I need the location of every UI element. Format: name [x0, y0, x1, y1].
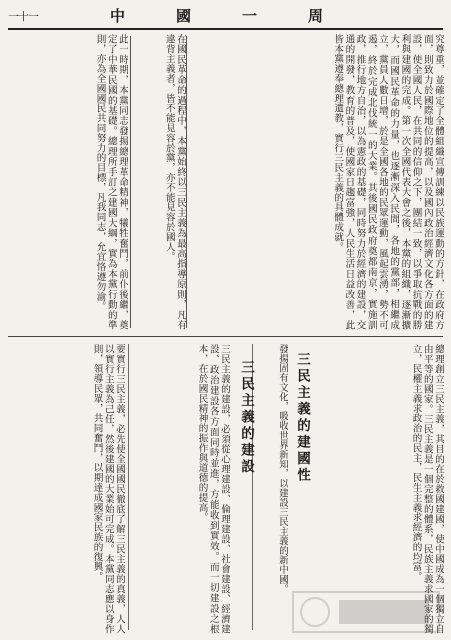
top-middle-column: 在國民革命的過程中，本黨始終以三民主義為最高指導原則，凡有違背主義者，皆不能見容於黨，亦不能見容於國人。	[163, 34, 186, 330]
bottom-right-column: 總理創立三民主義，其目的在於救國建國，使中國成為一個獨立自由平等的國家。三民主義是一個完整的體系，民族主義求國家的獨立，民權主義求政治的民主，民生主義求經濟的均富。	[410, 344, 444, 634]
article-heading-middle: 三民主義的建設	[238, 360, 254, 476]
bottom-right-subcolumn: 發揚固有文化，吸收世界新知，以建設三民主義的新中國。	[277, 344, 288, 594]
section-rule	[8, 336, 443, 337]
page-number: 一十一	[8, 10, 38, 23]
column-divider	[130, 36, 131, 328]
header-rule	[8, 28, 443, 30]
page-header	[8, 4, 443, 28]
watermark-seal-icon	[291, 590, 441, 634]
column-divider	[186, 36, 187, 328]
masthead: 中 國 一 周	[109, 7, 341, 25]
article-heading-right: 三民主義的建國性	[294, 352, 310, 484]
top-left-column: 此一時期，本黨同志發揚總理革命精神，犧牲奮鬥，前仆後繼，奠定了中華民國的基礎。總理所手訂之建國大綱，實為本黨行動的準則，亦為全國國民共同努力的目標，凡我同志，允宜恪遵勿渝。	[94, 34, 128, 330]
column-divider	[128, 344, 129, 630]
top-right-column: 究尊重，並確定了全體組織宣傳訓練以民族運動的方針，在政府方面，則致力於國際地位的提高，以及國內政治經濟文化各方面的建設，使全國人民，在共同的信仰之下，團結一致，以爭取抗戰的勝利與建國的完成。第一次全國代表大會之後，本黨的組織，逐漸擴大，而國民革命的力量，也逐漸深入民間，各地的黨部，相繼成立，黨員人數日增，於是全國各地的民眾運動，風起雲湧，勢不可遏，終於完成北伐統一的大業。其後國民政府奠都南京，實施訓政，推行地方自治，以為憲政的基礎，同時努力於經濟的建設，交通的開發，教育的普及，使國家日趨富強，人民生活日益改善，此皆本黨遵奉總理遺教，實行三民主義的具體成就。	[332, 34, 444, 330]
bottom-left-column: 要實行三民主義，必先使全國國民徹底了解三民主義的真義，人人以實行主義為己任，然後建國的大業始可完成。本黨同志應以身作則，領導民眾，共同奮鬥，以期達成國家民族的復興。	[91, 344, 125, 634]
bottom-middle-column: 三民主義的建設，必須從心理建設、倫理建設、社會建設、經濟建設、政治建設各方面同時並進，方能收到實效。而一切建設之根本，在於國民精神的振作與道德的提高。	[196, 344, 230, 634]
